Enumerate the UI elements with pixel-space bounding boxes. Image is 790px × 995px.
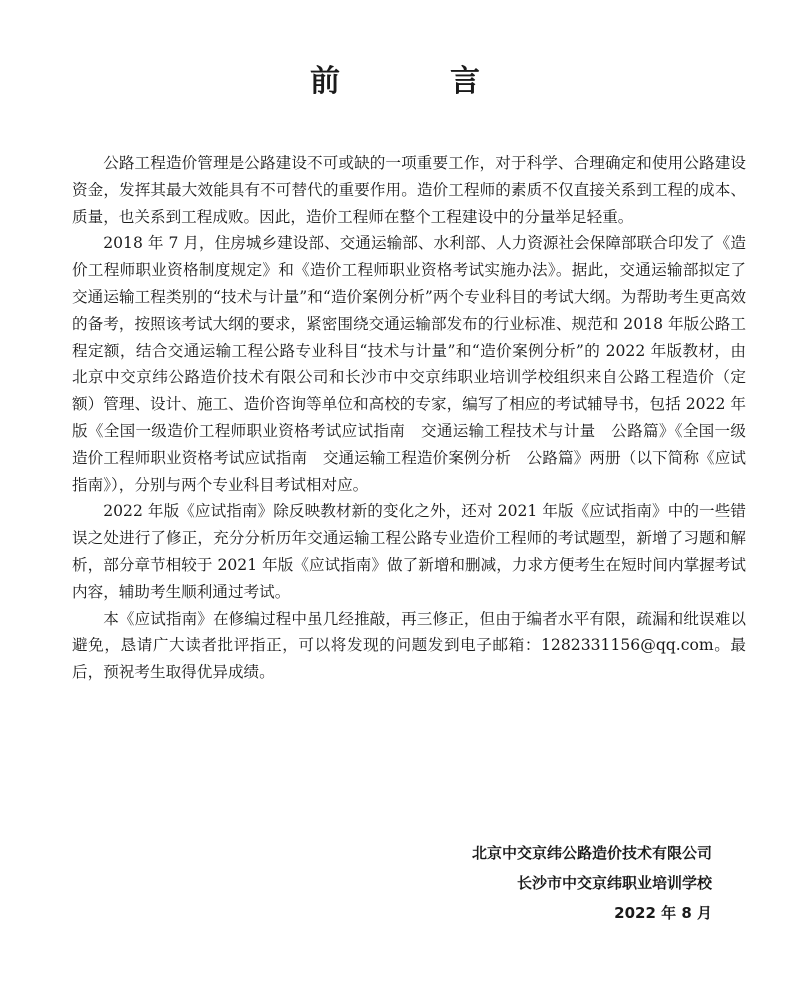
signature-org-1: 北京中交京纬公路造价技术有限公司	[471, 844, 712, 862]
paragraph-1: 公路工程造价管理是公路建设不可或缺的一项重要工作，对于科学、合理确定和使用公路建设资金，发挥其最大效能具有不可替代的重要作用。造价工程师的素质不仅直接关系到工程的成本、质量，也关系到工程成败。因此，造价工程师在整个工程建设中的分量举足轻重。	[72, 154, 746, 226]
paragraph-4: 本《应试指南》在修编过程中虽几经推敲，再三修正，但由于编者水平有限，疏漏和纰误难以避免，恳请广大读者批评指正，可以将发现的问题发到电子邮箱：1282331156@qq.com。最后，预祝考生取得优异成绩。	[72, 609, 746, 682]
signature-block	[472, 838, 712, 928]
page-title: 前 言	[310, 64, 520, 99]
paragraph-3: 2022 年版《应试指南》除反映教材新的变化之外，还对 2021 年版《应试指南》中的一些错误之处进行了修正，充分分析历年交通运输工程公路专业造价工程师的考试题型，新增了习题和解析，部分章节相较于 2021 年版《应试指南》做了新增和删减，力求方便考生在短时间内掌握考试内容，辅助考生顺利通过考试。	[72, 502, 746, 601]
signature-org-2: 长沙市中交京纬职业培训学校	[516, 874, 712, 892]
signature-date: 2022 年 8 月	[614, 904, 712, 922]
preface-body	[72, 150, 746, 686]
paragraph-2: 2018 年 7 月，住房城乡建设部、交通运输部、水利部、人力资源社会保障部联合印发了《造价工程师职业资格制度规定》和《造价工程师职业资格考试实施办法》。据此，交通运输部拟定了交通运输工程类别的“技术与计量”和“造价案例分析”两个专业科目的考试大纲。为帮助考生更高效的备考，按照该考试大纲的要求，紧密围绕交通运输部发布的行业标准、规范和 2018 年版公路工程定额，结合交通运输工程公路专业科目“技术与计量”和“造价案例分析”的 2022 年版教材，由北京中交京纬公路造价技术有限公司和长沙市中交京纬职业培训学校组织来自公路工程造价（定额）管理、设计、施工、造价咨询等单位和高校的专家，编写了相应的考试辅导书，包括 2022 年版《全国一级造价工程师职业资格考试应试指南 交通运输工程技术与计量 公路篇》《全国一级造价工程师职业资格考试应试指南 交通运输工程造价案例分析 公路篇》两册（以下简称《应试指南》），分别与两个专业科目考试相对应。	[72, 234, 746, 494]
